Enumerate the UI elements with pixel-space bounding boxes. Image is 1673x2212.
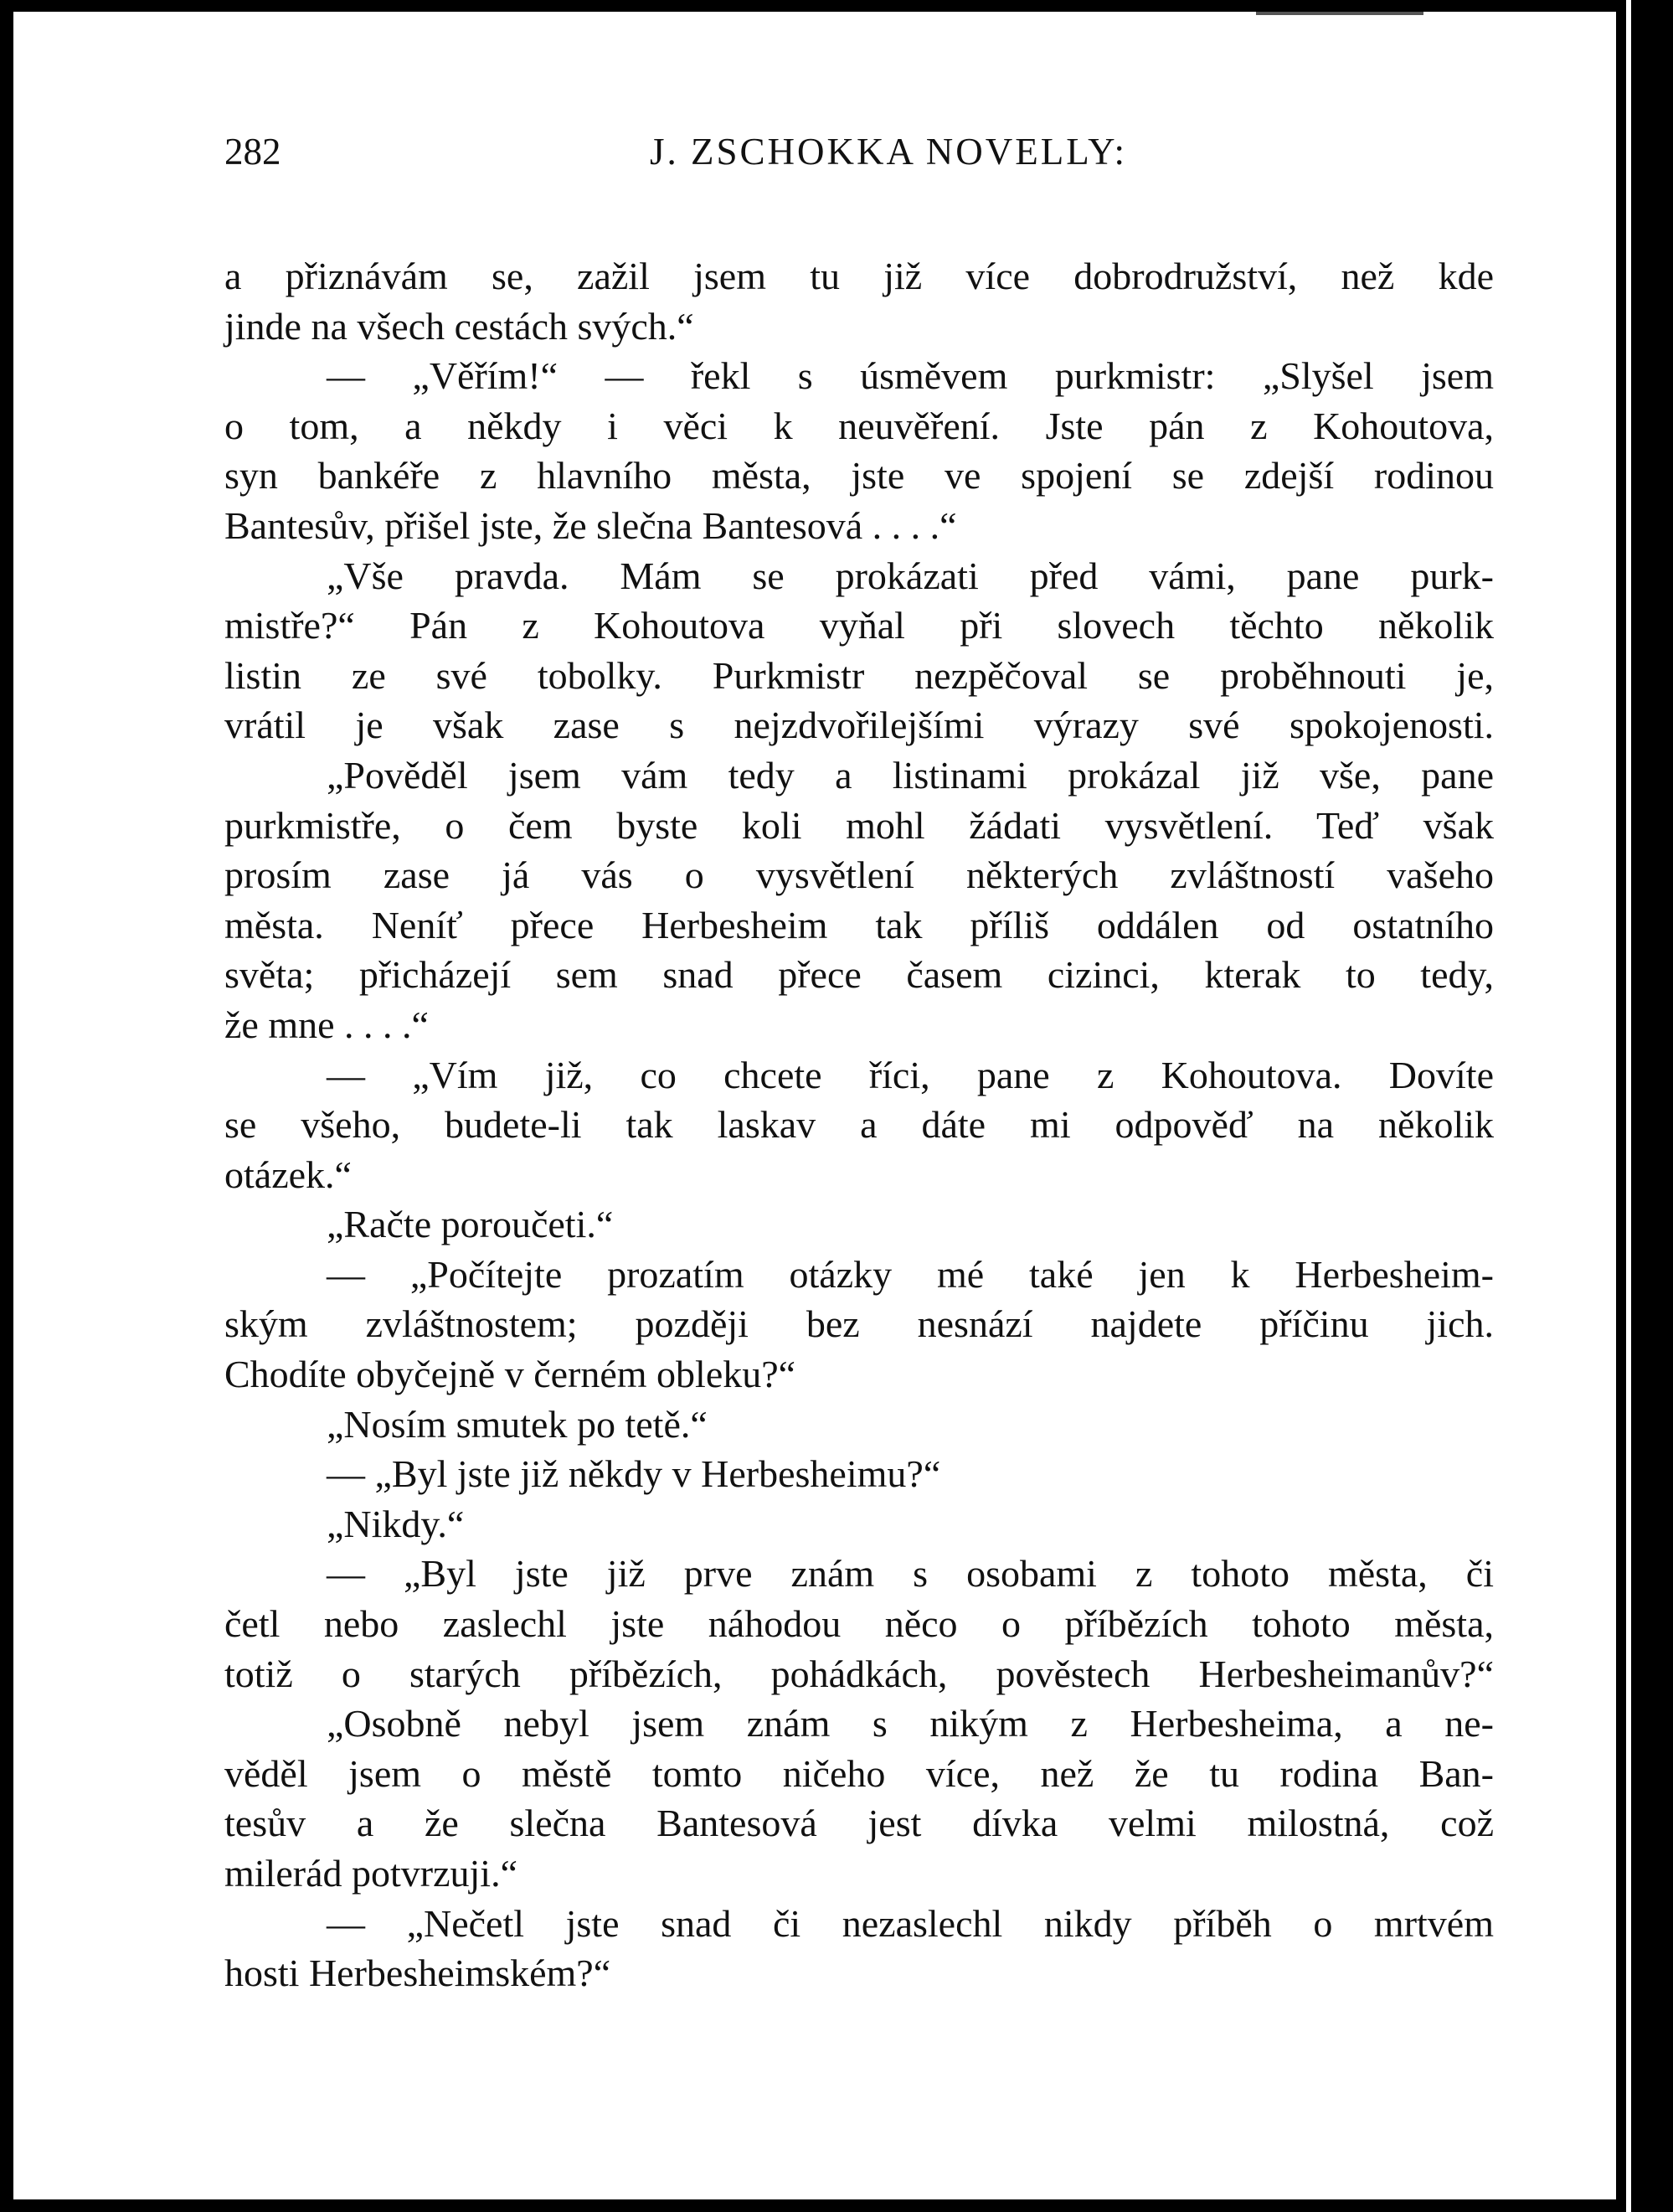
text-line: milerád potvrzuji.“	[224, 1852, 517, 1895]
text-line: světa; přicházejí sem snad přece časem cizinci, kterak to tedy,	[224, 953, 1494, 997]
text-line: vrátil je však zase s nejzdvořilejšími výrazy své spokojenosti.	[224, 704, 1494, 747]
text-line: — „Byl jste již prve znám s osobami z tohoto města, či	[327, 1552, 1494, 1596]
text-line: „Pověděl jsem vám tedy a listinami prokázal již vše, pane	[327, 753, 1494, 797]
text-line: — „Vím již, co chcete říci, pane z Kohoutova. Dovíte	[327, 1053, 1494, 1096]
text-line: že mne . . . .“	[224, 1003, 429, 1046]
text-line: „Nosím smutek po tetě.“	[327, 1402, 708, 1446]
page-number: 282	[224, 131, 281, 173]
text-line: jinde na všech cestách svých.“	[224, 304, 694, 348]
text-line: otázek.“	[224, 1152, 352, 1196]
scan-border-left	[0, 0, 13, 2212]
text-line: ským zvláštnostem; později bez nesnází najdete příčinu jich.	[224, 1302, 1494, 1346]
text-line: „Nikdy.“	[327, 1502, 465, 1545]
text-line: o tom, a někdy i věci k neuvěření. Jste pán z Kohoutova,	[224, 404, 1494, 447]
text-line: totiž o starých příbězích, pohádkách, pověstech Herbesheimanův?“	[224, 1652, 1494, 1695]
text-line: Chodíte obyčejně v černém obleku?“	[224, 1353, 796, 1396]
text-line: prosím zase já vás o vysvětlení některých zvláštností vašeho	[224, 853, 1494, 897]
text-line: — „Byl jste již někdy v Herbesheimu?“	[327, 1452, 941, 1496]
text-line: mistře?“ Pán z Kohoutova vyňal při slovech těchto několik	[224, 604, 1494, 647]
text-line: města. Neníť přece Herbesheim tak příliš oddálen od ostatního	[224, 903, 1494, 946]
text-line: listin ze své tobolky. Purkmistr nezpěčoval se proběhnouti je,	[224, 653, 1494, 697]
text-line: četl nebo zaslechl jste náhodou něco o příbězích tohoto města,	[224, 1602, 1494, 1646]
text-line: syn bankéře z hlavního města, jste ve spojení se zdejší rodinou	[224, 454, 1494, 498]
page-header	[224, 126, 1494, 178]
text-line: — „Nečetl jste snad či nezaslechl nikdy příběh o mrtvém	[327, 1901, 1494, 1945]
text-line: Bantesův, přišel jste, že slečna Bantesová . . . .“	[224, 503, 957, 547]
text-line: a přiznávám se, zažil jsem tu již více dobrodružství, než kde	[224, 255, 1494, 297]
text-line: purkmistře, o čem byste koli mohl žádati vysvětlení. Teď však	[224, 803, 1494, 847]
text-line: „Račte poroučeti.“	[327, 1203, 614, 1246]
book-page	[224, 126, 1494, 1998]
scan-artifact	[1256, 12, 1423, 15]
scan-border-right-inner	[1616, 0, 1626, 2212]
running-title: J. ZSCHOKKA NOVELLY:	[649, 131, 1128, 173]
body-text	[224, 251, 1494, 1998]
text-line: věděl jsem o městě tomto ničeho více, než že tu rodina Ban-	[224, 1751, 1494, 1795]
text-line: hosti Herbesheimském?“	[224, 1952, 611, 1995]
scan-border-top	[0, 0, 1673, 12]
text-line: „Vše pravda. Mám se prokázati před vámi, pane purk-	[327, 554, 1494, 597]
text-line: „Osobně nebyl jsem znám s nikým z Herbesheima, a ne-	[327, 1702, 1494, 1745]
text-line: se všeho, budete-li tak laskav a dáte mi odpověď na několik	[224, 1103, 1494, 1147]
text-line: — „Věřím!“ — řekl s úsměvem purkmistr: „Slyšel jsem	[327, 354, 1494, 398]
scan-border-bottom	[0, 2199, 1673, 2212]
scan-border-right	[1631, 0, 1673, 2212]
text-line: — „Počítejte prozatím otázky mé také jen k Herbesheim-	[327, 1252, 1494, 1296]
text-line: tesův a že slečna Bantesová jest dívka velmi milostná, což	[224, 1802, 1494, 1845]
